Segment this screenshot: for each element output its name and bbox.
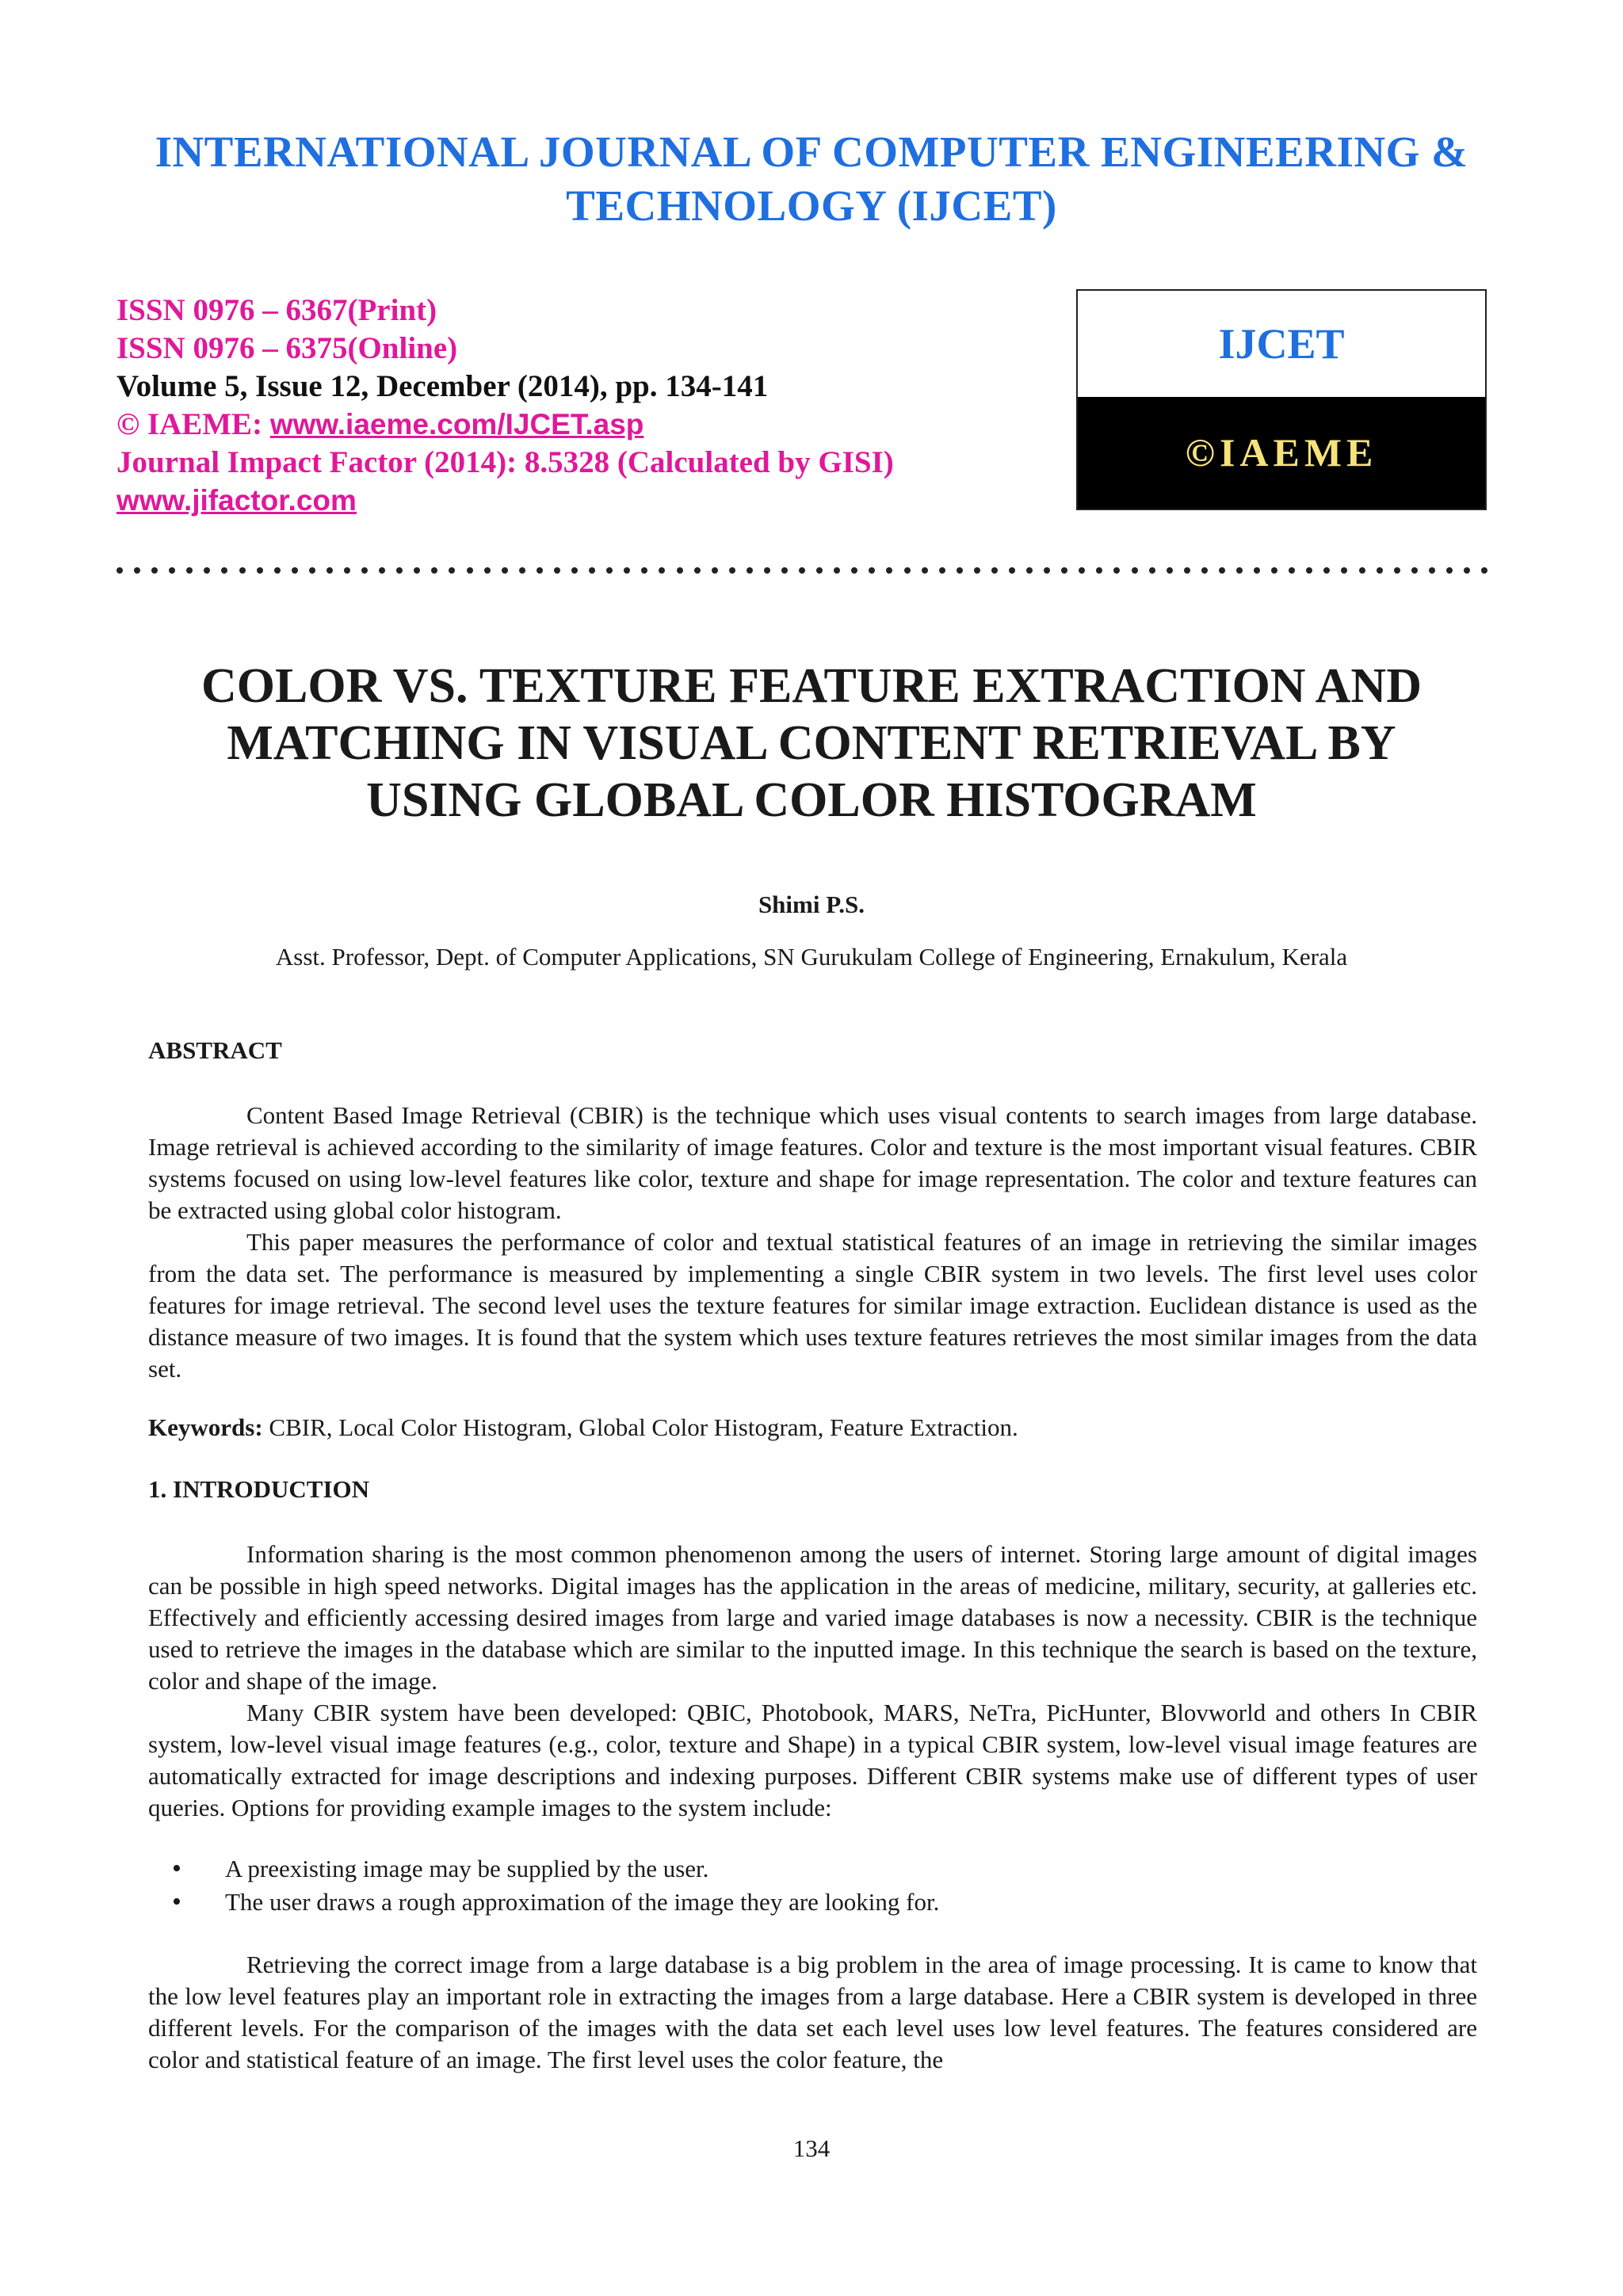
journal-meta [116,292,1028,520]
separator-dot [851,567,857,574]
separator-dot [606,567,613,574]
separator-dot [1446,567,1453,574]
separator-dot [904,567,911,574]
separator-dot [1411,567,1418,574]
separator-dot [712,567,718,574]
separator-dot [361,567,368,574]
separator-dot [886,567,892,574]
separator-dot [764,567,770,574]
logo-box-top-text: IJCET [1078,291,1485,397]
intro-paragraph-3 [148,1949,1477,2076]
separator-dot [571,567,578,574]
separator-dot [379,567,385,574]
list-item [148,1852,1477,1886]
separator-dot [799,567,805,574]
paper-title-line3: USING GLOBAL COLOR HISTOGRAM [366,773,1257,827]
abstract-paragraph-1-text: Content Based Image Retrieval (CBIR) is the technique which uses visual contents to search images from large database. Image retrieval is achieved according to the similarity of image features. Color and texture is the most important visual features. CBIR systems focused on using low-level features like color, texture and shape for image representation. The color and texture features can be extracted using global color histogram. [148,1101,1477,1224]
paper-title [119,658,1504,829]
separator-dot [414,567,420,574]
separator-dot [431,567,437,574]
separator-dot [554,567,560,574]
separator-dot [1219,567,1225,574]
separator-dot [467,567,473,574]
separator-dot [344,567,350,574]
separator-dot [169,567,175,574]
separator-dot [309,567,315,574]
separator-dot [1271,567,1277,574]
separator-dot [659,567,665,574]
intro-paragraph-1-text: Information sharing is the most common phenomenon among the users of internet. Storing large amount of digital images can be possible in high speed networks. Digital images has the application in the areas of medicine, military, security, at galleries etc. Effectively and efficiently accessing desired images from large and varied image databases is now a necessity. CBIR is the technique used to retrieve the images in the database which are similar to the inputted image. In this technique the search is based on the texture, color and shape of the image. [148,1540,1477,1695]
author-affiliation: Asst. Professor, Dept. of Computer Applications, SN Gurukulam College of Engineering, Ernakulum, Kerala [275,943,1348,971]
separator-dot [1044,567,1050,574]
separator-dot [519,567,525,574]
separator-dot [484,567,491,574]
separator-dot [204,567,210,574]
separator-dot [991,567,998,574]
separator-dot [449,567,455,574]
separator-dot [957,567,963,574]
copyright-prefix: © IAEME: [116,407,270,441]
separator-dot [1359,567,1365,574]
paper-title-line2: MATCHING IN VISUAL CONTENT RETRIEVAL BY [227,716,1396,770]
separator-dot [151,567,158,574]
separator-dot [1096,567,1102,574]
page-number: 134 [792,2134,831,2162]
separator-dot [729,567,735,574]
separator-dot [1184,567,1190,574]
separator-dot [922,567,928,574]
list-item-text: A preexisting image may be supplied by the user. [225,1855,709,1882]
separator-dot [1306,567,1312,574]
separator-dot [747,567,753,574]
volume-info: Volume 5, Issue 12, December (2014), pp. 134-141 [116,369,769,403]
separator-dot [1341,567,1347,574]
separator-dot [292,567,298,574]
separator-dot [1201,567,1208,574]
separator-dot [1026,567,1033,574]
separator-dot [537,567,543,574]
separator-dot [869,567,875,574]
paper-title-line1: COLOR VS. TEXTURE FEATURE EXTRACTION AND [201,659,1422,713]
jifactor-link[interactable]: www.jifactor.com [116,484,357,517]
issn-online: ISSN 0976 – 6375(Online) [116,331,458,365]
separator-dot [1254,567,1260,574]
separator-dot [396,567,403,574]
separator-dot [1079,567,1085,574]
abstract-paragraph-1 [148,1100,1477,1226]
logo-box-bottom-text: ©IAEME [1078,397,1485,509]
separator-dot [1061,567,1067,574]
separator-dot [589,567,595,574]
intro-paragraph-3-text: Retrieving the correct image from a large database is a big problem in the area of image processing. It is came to know that the low level features play an important role in extracting the images from a large database. Here a CBIR system is developed in three different levels. For the comparison of the images with the data set each level uses low level features. The features considered are color and statistical feature of an image. The first level uses the color feature, the [148,1951,1477,2073]
abstract-heading: ABSTRACT [148,1036,282,1064]
separator-dot [816,567,823,574]
keywords-text: CBIR, Local Color Histogram, Global Color Histogram, Feature Extraction. [262,1413,1018,1441]
introduction-heading: 1. INTRODUCTION [148,1475,370,1503]
intro-paragraph-2-text: Many CBIR system have been developed: QBIC, Photobook, MARS, NeTra, PicHunter, Blovworld and others In CBIR system, low-level visual image features (e.g., color, texture and Shape) in a typical CBIR system, low-level visual image features are automatically extracted for image descriptions and indexing purposes. Different CBIR systems make use of different types of user queries. Options for providing example images to the system include: [148,1699,1477,1821]
separator-dot [641,567,647,574]
separator-dot [239,567,246,574]
separator-dot [974,567,980,574]
separator-dot [834,567,840,574]
separator-dot [221,567,227,574]
list-item-text: The user draws a rough approximation of the image they are looking for. [225,1888,940,1916]
dotted-separator [116,564,1488,577]
intro-bullet-list [148,1852,1477,1919]
abstract-paragraph-2-text: This paper measures the performance of color and textual statistical features of an image in retrieving the similar images from the data set. The performance is measured by implementing a single CBIR system in two levels. The first level uses color features for image retrieval. The second level uses the texture features for similar image extraction. Euclidean distance is used as the distance measure of two images. It is found that the system which uses texture features retrieves the most similar images from the data set. [148,1228,1477,1383]
impact-factor: Journal Impact Factor (2014): 8.5328 (Calculated by GISI) [116,445,894,479]
separator-dot [502,567,508,574]
separator-dot [1289,567,1295,574]
intro-paragraph-2 [148,1697,1477,1824]
copyright-line [116,406,1028,444]
separator-dot [1113,567,1120,574]
separator-dot [1481,567,1487,574]
separator-dot [257,567,263,574]
issn-print: ISSN 0976 – 6367(Print) [116,293,437,327]
intro-paragraph-1 [148,1539,1477,1697]
separator-dot [1323,567,1330,574]
separator-dot [274,567,281,574]
separator-dot [134,567,140,574]
abstract-paragraph-2 [148,1226,1477,1385]
separator-dot [624,567,630,574]
journal-title-line2: TECHNOLOGY (IJCET) [566,181,1057,230]
author-name: Shimi P.S. [758,891,865,918]
separator-dot [694,567,701,574]
iaeme-link[interactable]: www.iaeme.com/IJCET.asp [269,408,644,441]
separator-dot [1394,567,1400,574]
list-item [148,1886,1477,1919]
journal-title [119,125,1504,233]
separator-dot [116,567,123,574]
separator-dot [677,567,683,574]
bullet-icon: • [172,1854,181,1883]
separator-dot [1429,567,1435,574]
separator-dot [1236,567,1243,574]
separator-dot [1167,567,1173,574]
bullet-icon: • [172,1887,181,1917]
separator-dot [1132,567,1138,574]
separator-dot [327,567,333,574]
separator-dot [1009,567,1015,574]
journal-title-line1: INTERNATIONAL JOURNAL OF COMPUTER ENGINEERING & [155,128,1468,176]
journal-logo-box [1076,289,1487,510]
separator-dot [186,567,193,574]
jifactor-line [116,482,1028,520]
separator-dot [1149,567,1155,574]
keywords-label: Keywords: [148,1413,263,1441]
separator-dot [781,567,788,574]
separator-dot [939,567,945,574]
keywords-line [148,1412,1477,1444]
separator-dot [1464,567,1470,574]
separator-dot [1377,567,1383,574]
